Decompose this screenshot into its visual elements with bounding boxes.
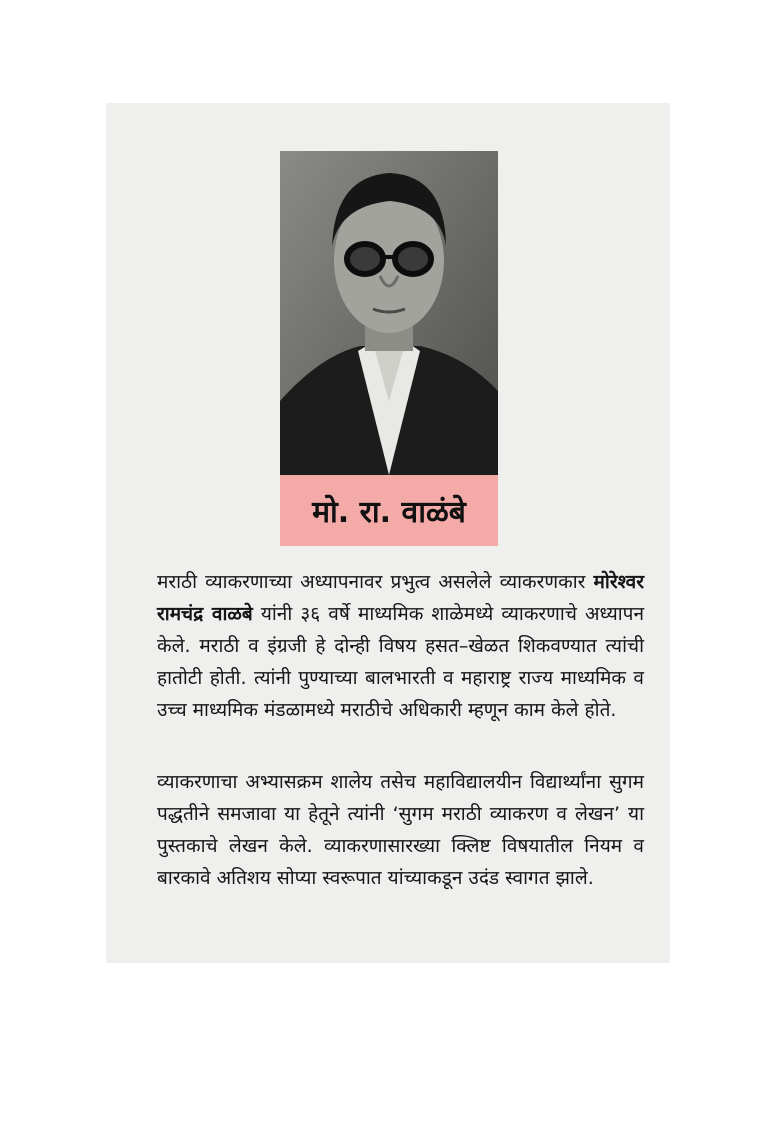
biography-paragraph-1	[157, 566, 644, 726]
portrait-image	[280, 151, 498, 475]
biography-paragraph-2: व्याकरणाचा अभ्यासक्रम शालेय तसेच महाविद्यालयीन विद्यार्थ्यांना सुगम पद्धतीने समजावा या हेतूने त्यांनी ‘सुगम मराठी व्याकरण व लेखन’ या पुस्तकाचे लेखन केले. व्याकरणासारख्या क्लिष्ट विषयातील नियम व बारकावे अतिशय सोप्या स्वरूपात यांच्याकडून उदंड स्वागत झाले.	[157, 771, 644, 889]
portrait-photo	[280, 151, 498, 475]
paragraph-text: मराठी व्याकरणाच्या अध्यापनावर प्रभुत्व असलेले व्याकरणकार	[157, 571, 594, 593]
author-full-name: मोरेश्वर रामचंद्र वाळबे	[157, 571, 644, 625]
portrait-caption: मो. रा. वाळंबे	[280, 475, 498, 546]
paragraph-text: यांनी ३६ वर्षे माध्यमिक शाळेमध्ये व्याकरणाचे अध्यापन केले. मराठी व इंग्रजी हे दोन्ही विषय हसत–खेळत शिकवण्यात त्यांची हातोटी होती. त्यांनी पुण्याच्या बालभारती व महाराष्ट्र राज्य माध्यमिक व उच्च माध्यमिक मंडळामध्ये मराठीचे अधिकारी म्हणून काम केले होते.	[157, 603, 644, 721]
